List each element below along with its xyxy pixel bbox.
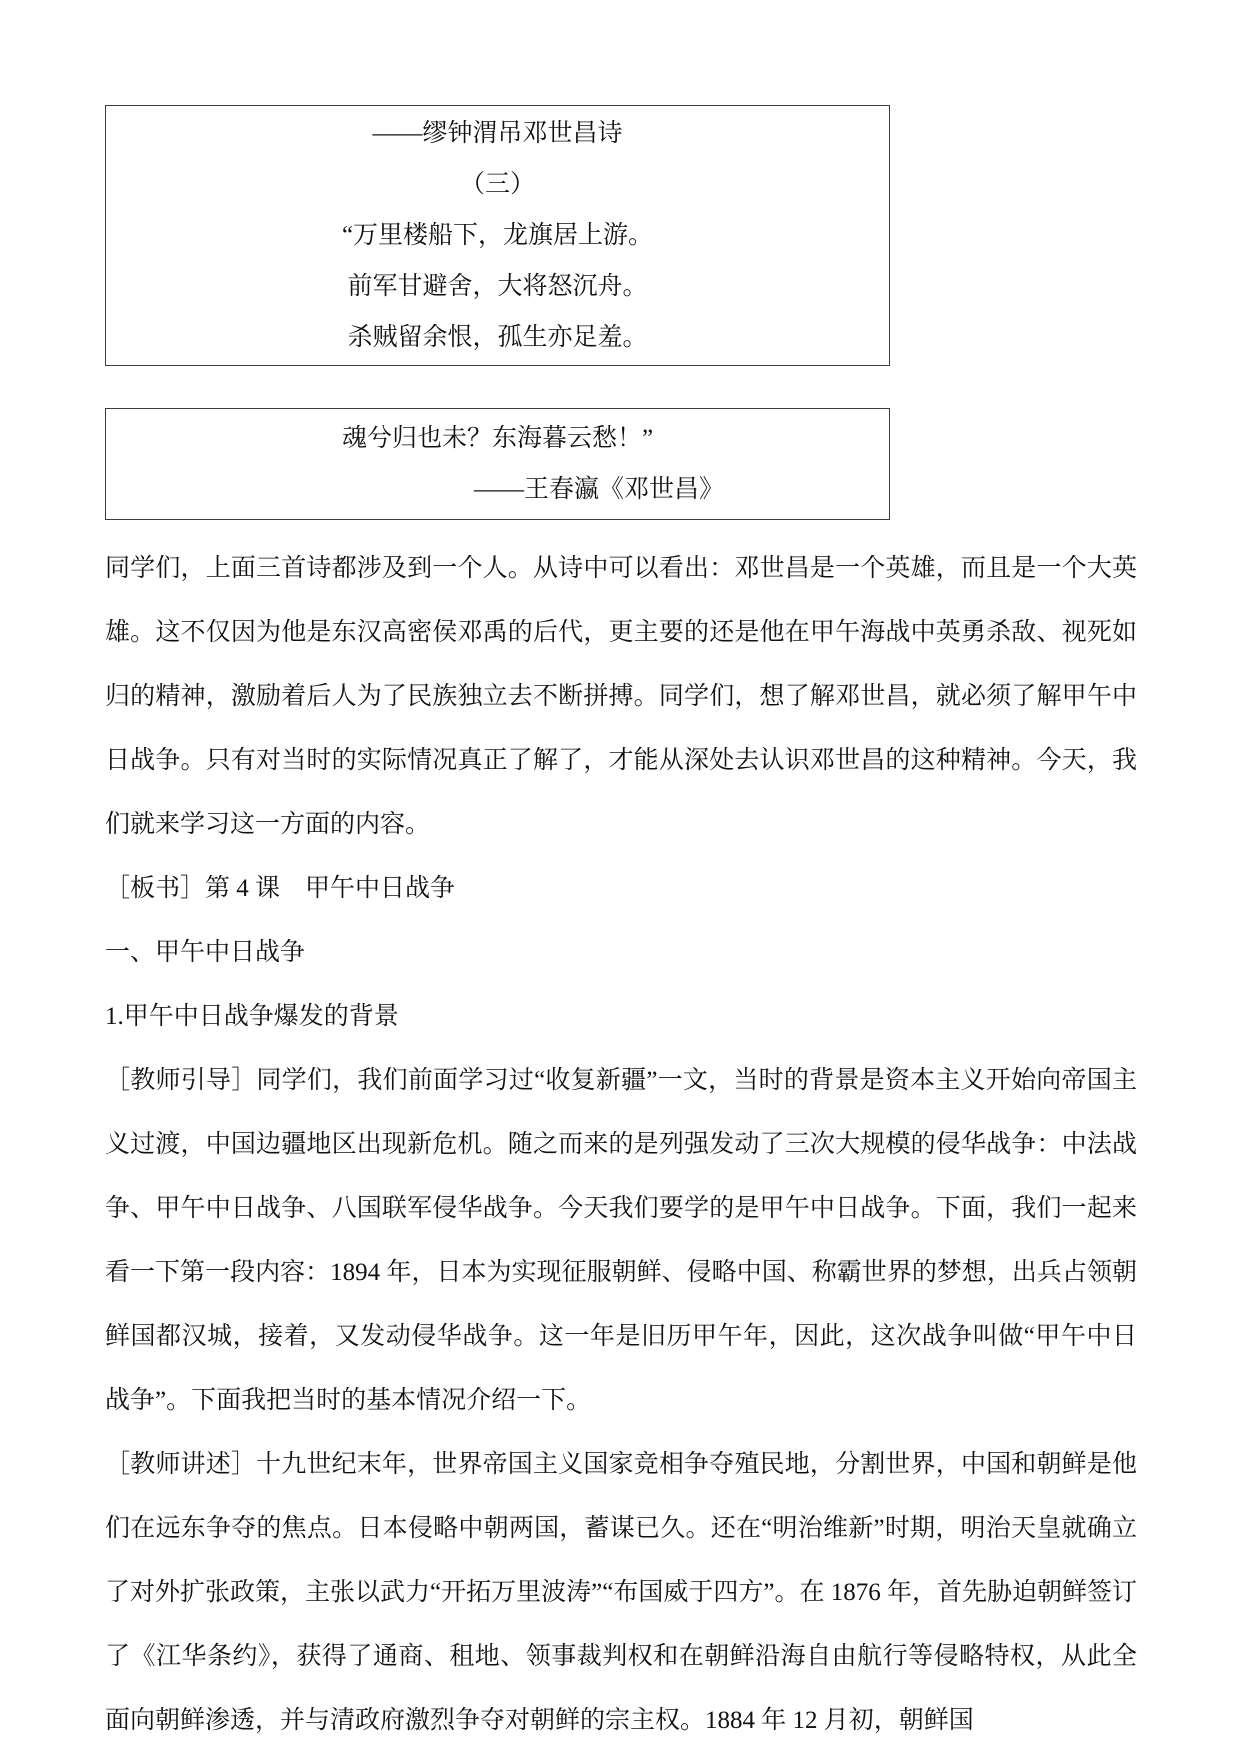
paragraph-subsection-heading: 1.甲午中日战争爆发的背景: [105, 1003, 399, 1030]
poem-verse-line: “万里楼船下，龙旗居上游。: [341, 222, 654, 249]
poem-attribution-line: ——王春瀛《邓世昌》: [473, 476, 724, 503]
poem-box-2: [105, 408, 890, 520]
poem-box-1: [105, 105, 890, 366]
poem-verse-line: 魂兮归也未？东海暮云愁！”: [341, 425, 654, 452]
document-content: [105, 105, 1137, 1753]
poem-attribution-line: ——缪钟渭吊邓世昌诗: [372, 120, 623, 147]
paragraph-section-heading: 一、甲午中日战争: [105, 939, 306, 966]
paragraph-board-writing: ［板书］第 4 课 甲午中日战争: [105, 875, 456, 902]
paragraph-teacher-narration: ［教师讲述］十九世纪末年，世界帝国主义国家竞相争夺殖民地，分割世界，中国和朝鲜是他们在远东争夺的焦点。日本侵略中朝两国，蓄谋已久。还在“明治维新”时期，明治天皇就确立了对外扩张政策，主张以武力“开拓万里波涛”“布国威于四方”。在 1876 年，首先胁迫朝鲜签订了《江华条约》，获得了通商、租地、领事裁判权和在朝鲜沿海自由航行等侵略特权，从此全面向朝鲜渗透，并与清政府激烈争夺对朝鲜的宗主权。1884 年 12 月初，朝鲜国: [105, 1451, 1137, 1734]
paragraph-teacher-guide: ［教师引导］同学们，我们前面学习过“收复新疆”一文，当时的背景是资本主义开始向帝国主义过渡，中国边疆地区出现新危机。随之而来的是列强发动了三次大规模的侵华战争：中法战争、甲午中日战争、八国联军侵华战争。今天我们要学的是甲午中日战争。下面，我们一起来看一下第一段内容：1894 年，日本为实现征服朝鲜、侵略中国、称霸世界的梦想，出兵占领朝鲜国都汉城，接着，又发动侵华战争。这一年是旧历甲午年，因此，这次战争叫做“甲午中日战争”。下面我把当时的基本情况介绍一下。: [105, 1067, 1137, 1414]
poem-section-number: （三）: [459, 171, 535, 198]
poem-verse-line: 前军甘避舍，大将怒沉舟。: [347, 273, 648, 300]
poem-verse-line: 杀贼留余恨，孤生亦足羞。: [347, 324, 648, 351]
paragraph-intro: 同学们，上面三首诗都涉及到一个人。从诗中可以看出：邓世昌是一个英雄，而且是一个大英雄。这不仅因为他是东汉高密侯邓禹的后代，更主要的还是他在甲午海战中英勇杀敌、视死如归的精神，激励着后人为了民族独立去不断拼搏。同学们，想了解邓世昌，就必须了解甲午中日战争。只有对当时的实际情况真正了解了，才能从深处去认识邓世昌的这种精神。今天，我们就来学习这一方面的内容。: [105, 555, 1137, 838]
body-text: [105, 537, 1137, 1753]
